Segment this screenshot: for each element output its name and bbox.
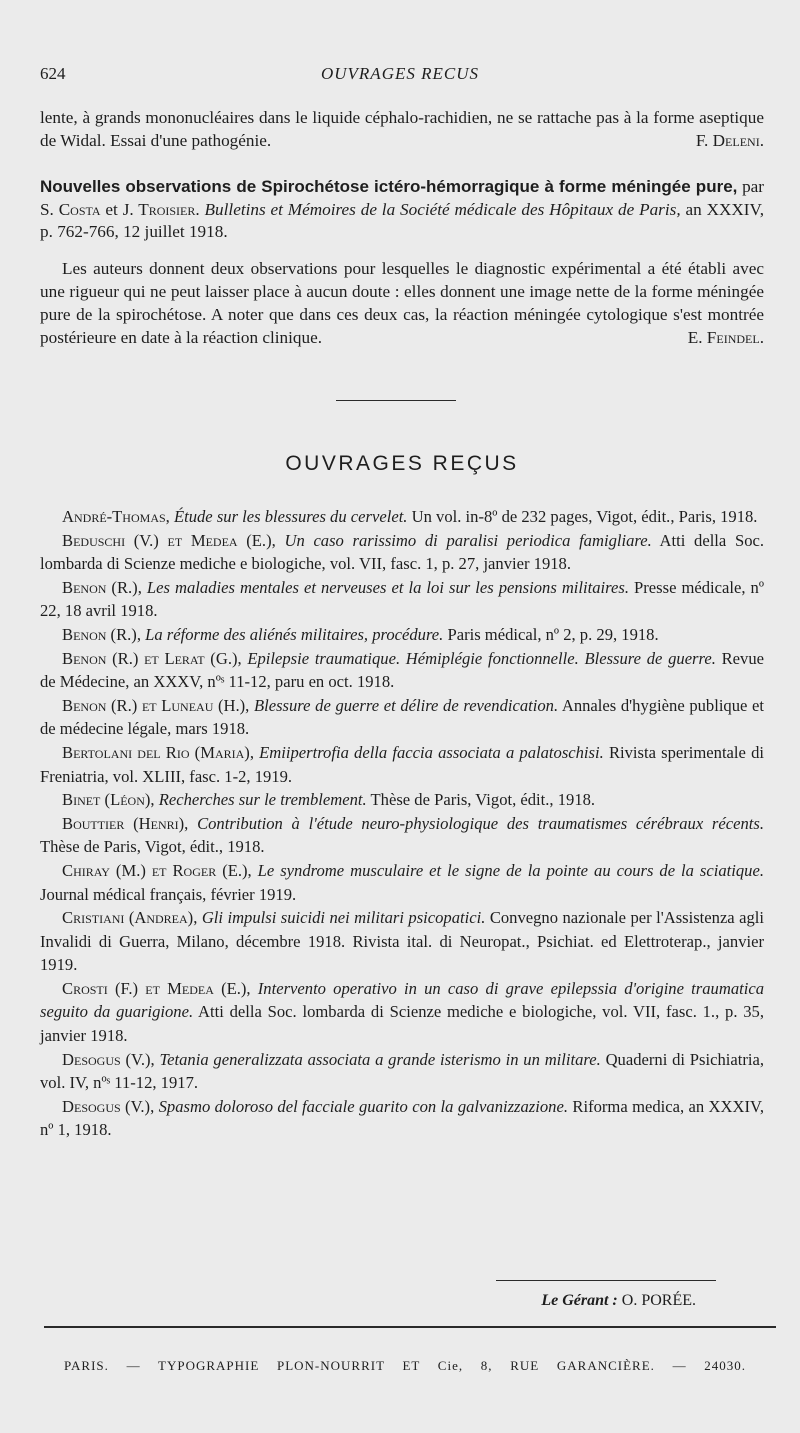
list-item: [40, 647, 764, 694]
entry-title: Spasmo doloroso del facciale guarito con la galvanizzazione.: [158, 1096, 568, 1116]
entry-title: Recherches sur le tremblement.: [158, 790, 367, 810]
entries-list: [40, 505, 764, 1142]
entry-publication: Rivista sperimentale di Freniatria, vol. XLIII, fasc. 1-2, 1919.: [40, 742, 764, 786]
entry-publication: Paris médical, nº 2, p. 29, 1918.: [447, 624, 659, 644]
gerant-rule: [496, 1280, 716, 1281]
entry-title: Blessure de guerre et délire de revendication.: [253, 695, 559, 715]
entry-publication: Riforma medica, an XXXIV, nº 1, 1918.: [40, 1096, 765, 1140]
intro-tail-paragraph: [40, 106, 764, 152]
entry-publication: Atti della Soc. lombarda di Scienze mediche e biologiche, vol. VII, fasc. 1., p. 35, janvier 1918.: [40, 1002, 764, 1046]
article-body-paragraph: [40, 257, 764, 350]
entry-authors: Bertolani del Rio (Maria),: [62, 742, 254, 762]
list-item: [40, 812, 764, 859]
gerant-line: [541, 1292, 696, 1310]
running-title: OUVRAGES RECUS: [320, 64, 479, 83]
entry-publication: Thèse de Paris, Vigot, édit., 1918.: [370, 790, 596, 810]
entry-publication: Annales d'hygiène publique et de médecine légale, mars 1918.: [40, 695, 765, 739]
entry-title: Tetania generalizzata associata a grande isterismo in un militare.: [159, 1049, 601, 1069]
entry-publication: Un vol. in-8º de 232 pages, Vigot, édit., Paris, 1918.: [411, 507, 758, 526]
entry-title: Le syndrome musculaire et le signe de la pointe au cours de la sciatique.: [257, 860, 764, 880]
article-signature: E. Feindel.: [687, 328, 764, 348]
entry-title: Gli impulsi suicidi nei militari psicopatici.: [201, 908, 486, 928]
entry-title: Étude sur les blessures du cervelet.: [173, 507, 408, 526]
entry-authors: Benon (R.) et Luneau (H.),: [62, 695, 250, 715]
list-item: [40, 906, 764, 977]
entry-authors: Benon (R.),: [62, 624, 141, 644]
entry-title: Emiipertrofia della faccia associata a palatoschisi.: [259, 742, 604, 762]
list-item: [40, 694, 764, 741]
footer-rule: [44, 1326, 776, 1328]
article-block: [40, 176, 764, 349]
entry-authors: Bouttier (Henri),: [62, 813, 189, 833]
entry-authors: Benon (R.),: [62, 577, 142, 597]
separator-rule: [336, 400, 456, 401]
entry-title: Intervento operativo in un caso di grave epilepssia d'origine traumatica seguito da guarigione.: [40, 978, 765, 1022]
entry-publication: Presse médicale, nº 22, 18 avril 1918.: [40, 577, 764, 621]
entry-authors: Crosti (F.) et Medea (E.),: [62, 978, 251, 998]
intro-tail-block: [40, 106, 764, 152]
entry-authors: Cristiani (Andrea),: [62, 908, 198, 928]
article-by: par: [742, 177, 765, 196]
article-author-2: J. Troisier: [122, 199, 196, 219]
entry-authors: Benon (R.) et Lerat (G.),: [62, 648, 242, 668]
entry-publication: Atti della Soc. lombarda di Scienze mediche e biologiche, vol. VII, fasc. 1, p. 27, janvier 1918.: [40, 530, 765, 574]
entry-authors: Chiray (M.) et Roger (E.),: [62, 860, 252, 880]
gerant-label: Le Gérant :: [541, 1292, 618, 1309]
entry-authors: Beduschi (V.) et Medea (E.),: [62, 530, 276, 550]
list-item: [40, 788, 764, 812]
list-item: [40, 505, 764, 529]
entry-title: Un caso rarissimo di paralisi periodica famigliare.: [284, 530, 652, 550]
entry-authors: André-Thomas,: [62, 507, 170, 526]
page-number: 624: [40, 64, 66, 83]
intro-tail-text: lente, à grands mononucléaires dans le liquide céphalo-rachidien, ne se rattache pas à la forme aseptique de Widal. Essai d'une pathogénie.: [40, 108, 764, 151]
article-title: Nouvelles observations de Spirochétose ictéro-hémorragique à forme méningée pure,: [40, 177, 738, 196]
entry-publication: Revue de Médecine, an XXXV, nºˢ 11-12, paru en oct. 1918.: [40, 648, 764, 692]
printer-imprint: PARIS. — TYPOGRAPHIE PLON-NOURRIT ET Cie, 8, RUE GARANCIÈRE. — 24030.: [64, 1358, 746, 1373]
list-item: [40, 1095, 764, 1142]
entry-publication: Journal médical français, février 1919.: [40, 884, 297, 904]
article-heading: Nouvelles observations de Spirochétose ictéro-hémorragique à forme méningée pure, par S. Costa et J. Troisier. Bulletins et Mémoires de la Société médicale des Hôpitaux de Paris, an XXXIV, p. 762-766, 12 juillet 1918.: [40, 177, 765, 241]
article-author-1: S. Costa: [40, 199, 101, 219]
entry-authors: Binet (Léon),: [62, 790, 155, 810]
intro-tail-signature: F. Deleni.: [695, 131, 764, 151]
article-body: Les auteurs donnent deux observations pour lesquelles le diagnostic expérimental a été établi avec une rigueur qui ne peut laisser place à aucun doute : elles donnent une image nette de la forme méningée pure de la spirochétose. A noter que dans ces deux cas, la réaction méningée cytologique s'est montrée postérieure en date à la réaction clinique.: [40, 258, 764, 348]
list-item: [40, 529, 764, 576]
article-journal: Bulletins et Mémoires de la Société médicale des Hôpitaux de Paris,: [204, 199, 681, 219]
article-and: et: [105, 199, 118, 219]
entry-authors: Desogus (V.),: [62, 1049, 155, 1069]
entry-title: La réforme des aliénés militaires, procédure.: [145, 624, 444, 644]
entry-title: Les maladies mentales et nerveuses et la loi sur les pensions militaires.: [146, 577, 629, 597]
entry-title: Epilepsie traumatique. Hémiplégie fonctionnelle. Blessure de guerre.: [247, 648, 716, 668]
entry-publication: Thèse de Paris, Vigot, édit., 1918.: [40, 837, 265, 857]
list-item: [40, 623, 764, 647]
entry-publication: Quaderni di Psichiatria, vol. IV, nºˢ 11-12, 1917.: [40, 1049, 764, 1093]
list-item: [40, 977, 764, 1048]
list-item: [40, 741, 764, 788]
article-ref: an XXXIV, p. 762-766, 12 juillet 1918.: [40, 199, 765, 241]
section-title: OUVRAGES REÇUS: [285, 452, 519, 475]
entry-authors: Desogus (V.),: [62, 1096, 155, 1116]
list-item: [40, 576, 764, 623]
list-item: [40, 1048, 764, 1095]
entry-title: Contribution à l'étude neuro-physiologique des traumatismes cérébraux récents.: [197, 813, 764, 833]
entry-publication: Convegno nazionale per l'Assistenza agli Invalidi di Guerra, Milano, décembre 1918. Rivista ital. di Neuropat., Psichiat. ed Elettroterap., janvier 1919.: [40, 908, 764, 975]
gerant-name: O. PORÉE.: [621, 1292, 696, 1309]
list-item: [40, 859, 764, 906]
running-head: [40, 64, 760, 90]
